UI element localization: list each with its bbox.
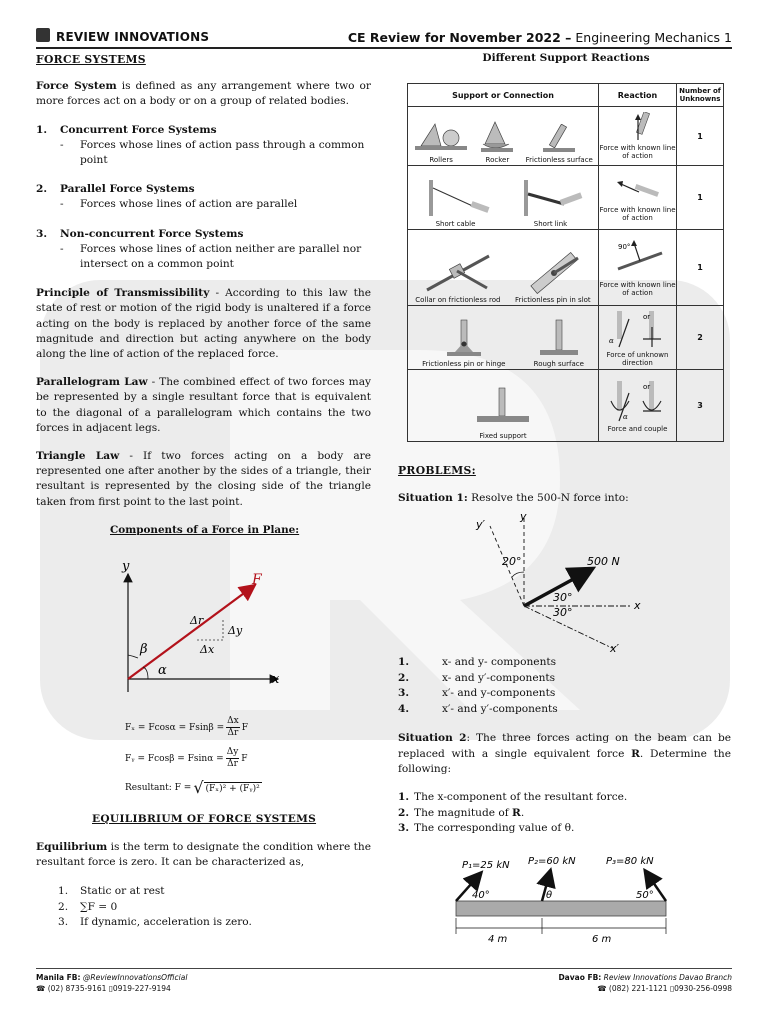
list-number: 1. (398, 656, 410, 668)
problems-heading: PROBLEMS: (398, 464, 476, 477)
list-text: The corresponding value of θ. (414, 822, 575, 834)
reaction-label: Force of unknown direction (606, 350, 669, 367)
force-system-type (36, 227, 371, 273)
left-column (36, 52, 371, 510)
table-row (408, 370, 724, 442)
support-cell (408, 166, 599, 230)
support-item (413, 118, 469, 164)
reaction-arrow-icon (618, 112, 658, 142)
resultant-symbol: R (631, 747, 640, 760)
list-text: If dynamic, acceleration is zero. (80, 915, 252, 928)
p1-label: P₁=25 kN (462, 860, 510, 871)
equilibrium-heading: EQUILIBRIUM OF FORCE SYSTEMS (92, 813, 317, 825)
support-item (473, 386, 533, 440)
support-label: Fixed support (479, 431, 527, 440)
rollers-icon (413, 118, 469, 154)
or-label: or (642, 382, 650, 391)
fx-text: Fₓ = Fcosα = Fsinβ = (125, 722, 225, 733)
equation-fx (125, 716, 248, 739)
short-link-icon (516, 178, 586, 218)
force-system-type (36, 182, 371, 212)
resultant-text: Resultant: F = (125, 782, 192, 793)
alpha-label: α (622, 412, 628, 421)
delta-r-label: Δr (190, 614, 204, 627)
components-diagram (100, 552, 300, 697)
davao-fb: Review Innovations Davao Branch (601, 973, 732, 982)
situation-label: Situation 1: (398, 492, 468, 504)
table-row (408, 107, 724, 166)
column-header: Support or Connection (408, 84, 599, 107)
term: Equilibrium (36, 841, 108, 853)
angle-20-label: 20° (502, 555, 522, 568)
list-number: 3. (58, 915, 69, 928)
reaction-arrow-icon (605, 379, 671, 423)
components-heading: Components of a Force in Plane: (110, 524, 300, 536)
fraction-numerator: Δy (226, 747, 239, 757)
beam-diagram (450, 850, 675, 945)
angle-arc-20 (512, 572, 524, 577)
reaction-cell (599, 230, 677, 306)
reaction-arrow-icon (608, 239, 668, 279)
list-item (398, 671, 558, 687)
list-item (398, 702, 558, 718)
force-system-paragraph (36, 79, 371, 109)
angle-30a-label: 30° (553, 591, 573, 604)
transmissibility-paragraph (36, 286, 371, 362)
unknowns-cell: 3 (677, 370, 724, 442)
list-item (36, 900, 371, 915)
reaction-cell (599, 166, 677, 230)
beam (456, 901, 666, 916)
list-item (398, 686, 558, 702)
unknowns-cell: 1 (677, 166, 724, 230)
situation-2-prompt (398, 731, 731, 778)
type-name: Concurrent Force Systems (60, 123, 217, 136)
support-reactions-table (407, 83, 724, 442)
type-desc: Forces whose lines of action are parallel (80, 198, 298, 211)
list-number: 1. (36, 123, 48, 136)
type-name: Non-concurrent Force Systems (60, 227, 244, 240)
angle-40-label: 40° (472, 890, 490, 901)
situation-text: Resolve the 500-N force into: (467, 492, 629, 504)
list-number: 2. (398, 806, 410, 819)
list-text: ∑F = 0 (80, 900, 118, 913)
beta-arc (128, 655, 138, 658)
support-label: Frictionless pin in slot (515, 295, 591, 304)
definition: - If two forces acting on a body are represented one after another by the sides of a triangle, their resultant is represented by the closing side of the triangle taken from first point to the last point. (36, 450, 371, 508)
y-prime-label: y′ (476, 518, 486, 531)
davao-phone: ☎ (082) 221-1121 ▯0930-256-0998 (597, 984, 732, 993)
subject-title: Engineering Mechanics 1 (571, 30, 732, 45)
support-item (421, 178, 491, 228)
list-number: 1. (58, 885, 69, 898)
list-number: 3. (398, 822, 410, 834)
dash: - (60, 198, 64, 211)
dash: - (60, 242, 64, 255)
reaction-cell (599, 370, 677, 442)
equation-resultant (125, 778, 262, 797)
reaction-arrow-icon (613, 174, 663, 204)
unknowns-cell: 2 (677, 306, 724, 370)
list-item (36, 915, 371, 930)
force-systems-heading: FORCE SYSTEMS (36, 53, 146, 66)
force-label: 500 N (587, 555, 620, 568)
list-text: x′- and y-components (442, 687, 556, 699)
force-system-type (36, 123, 371, 169)
reaction-arrow-icon (605, 309, 671, 349)
support-table-title: Different Support Reactions (482, 52, 650, 64)
list-number: 2. (58, 900, 69, 913)
delta-x-label: Δx (200, 643, 215, 656)
x-label: x (272, 672, 280, 687)
dimension-4m-label: 4 m (488, 934, 508, 945)
manila-fb: @ReviewInnovationsOfficial (80, 973, 188, 982)
column-header: Number of Unknowns (677, 84, 724, 107)
list-item (398, 655, 558, 671)
equilibrium-paragraph (36, 840, 371, 870)
list-number: 2. (398, 671, 410, 684)
list-text: x- and y′-components (442, 671, 556, 684)
angle-30b-label: 30° (553, 606, 573, 619)
list-number: 3. (398, 687, 410, 699)
term: Parallelogram Law (36, 376, 148, 389)
list-text: Static or at rest (80, 885, 165, 898)
equilibrium-section (36, 840, 371, 930)
rough-surface-icon (534, 318, 584, 358)
list-number: 1. (398, 791, 410, 803)
footer-right (558, 972, 732, 994)
pin-hinge-icon (439, 318, 489, 358)
support-item (526, 124, 593, 164)
dimension-6m-label: 6 m (592, 934, 612, 945)
support-label: Collar on frictionless rod (415, 295, 501, 304)
reaction-cell (599, 107, 677, 166)
situation-text: : The three forces acting on the beam can be replaced with a single equivalent force (398, 732, 731, 760)
support-label: Frictionless pin or hinge (422, 359, 506, 368)
alpha-arc (143, 667, 148, 679)
list-number: 2. (36, 183, 48, 196)
f-symbol: F (241, 722, 248, 733)
support-item (415, 250, 500, 304)
list-text: x′- and y′-components (442, 702, 558, 715)
parallelogram-paragraph (36, 375, 371, 436)
short-cable-icon (421, 178, 491, 218)
logo-icon (36, 28, 50, 42)
list-item (398, 806, 627, 822)
fraction-denominator: Δr (227, 728, 239, 738)
support-label: Short link (533, 219, 568, 228)
support-item (516, 178, 586, 228)
sqrt-icon: √ (193, 778, 204, 797)
list-item (36, 884, 371, 899)
situation-label: Situation 2 (398, 732, 467, 744)
term: Force System (36, 80, 117, 93)
triangle-paragraph (36, 449, 371, 510)
manila-label: Manila FB: (36, 973, 81, 982)
list-item (398, 821, 627, 837)
list-text: The magnitude of (414, 806, 513, 819)
support-label: Short cable (435, 219, 476, 228)
table-row (408, 230, 724, 306)
angle-label: 90° (617, 242, 630, 251)
or-label: or (642, 312, 650, 321)
davao-label: Davao FB: (558, 973, 602, 982)
situation-1-prompt (398, 492, 629, 504)
definition: is defined as any arrangement where two or more forces act on a body or on a group of related bodies. (36, 80, 371, 108)
dash: - (60, 138, 64, 151)
collar-icon (423, 250, 493, 294)
force-label: F (252, 572, 262, 588)
equation-fy (125, 747, 248, 770)
support-item (534, 318, 584, 368)
theta-label: θ (546, 890, 553, 901)
y-label: y (122, 559, 130, 574)
situation-1-list (398, 655, 558, 717)
list-number: 4. (398, 702, 410, 715)
beta-label: β (140, 642, 148, 657)
situation-2-list (398, 790, 627, 837)
fixed-support-icon (473, 386, 533, 430)
support-label: Rocker (485, 156, 510, 164)
list-number: 3. (36, 227, 48, 240)
header (0, 0, 768, 52)
fraction-numerator: Δx (227, 716, 239, 726)
review-title: CE Review for November 2022 – (347, 30, 572, 45)
manila-phone: ☎ (02) 8735-9161 ▯0919-227-9194 (36, 984, 171, 993)
column-header: Reaction (599, 84, 677, 107)
resultant-radicand: (Fₓ)² + (Fᵧ)² (205, 783, 260, 794)
table-header-row (408, 84, 724, 107)
alpha-label: α (158, 663, 167, 678)
document-title (348, 30, 732, 45)
angle-50-label: 50° (636, 890, 654, 901)
list-text: x- and y- components (442, 656, 557, 668)
reaction-label: Force with known line of action (599, 144, 676, 160)
definition: is the term to designate the condition where the resultant force is zero. It can be characterized as, (36, 841, 371, 869)
unknowns-cell: 1 (677, 107, 724, 166)
support-label: Rough surface (533, 359, 584, 368)
list-text: The x-component of the resultant force. (414, 791, 628, 803)
fy-text: Fᵧ = Fcosβ = Fsinα = (125, 753, 224, 764)
pin-in-slot-icon (518, 250, 588, 294)
f-symbol: F (241, 753, 248, 764)
list-bold: R (512, 806, 521, 819)
support-item (422, 318, 505, 368)
support-item (479, 118, 515, 164)
support-label: Rollers (429, 156, 453, 164)
footer-left (36, 972, 187, 994)
reaction-label: Force with known line of action (599, 205, 676, 222)
reaction-cell (599, 306, 677, 370)
support-cell (408, 370, 599, 442)
reaction-label: Force with known line of action (599, 280, 676, 297)
p3-label: P₃=80 kN (606, 856, 654, 867)
definition: - The combined effect of two forces may be represented by a single resultant force that is equivalent to the diagonal of a parallelogram which contains the two forces in adjacent legs. (36, 376, 371, 434)
list-text-end: . (520, 806, 525, 819)
x-label: x (634, 599, 641, 612)
support-cell (408, 230, 599, 306)
unknowns-cell: 1 (677, 230, 724, 306)
situation-1-diagram (470, 508, 660, 658)
rocker-icon (479, 118, 515, 154)
p2-label: P₂=60 kN (528, 856, 576, 867)
type-name: Parallel Force Systems (60, 183, 195, 196)
list-item (398, 790, 627, 806)
support-item (515, 250, 591, 304)
type-desc: Forces whose lines of action neither are parallel nor intersect on a common point (80, 242, 362, 271)
support-label: Frictionless surface (525, 156, 593, 164)
reaction-label: Force and couple (607, 424, 668, 433)
y-label: y (520, 510, 527, 523)
table-row (408, 306, 724, 370)
term: Triangle Law (36, 450, 120, 463)
definition: - According to this law the state of rest or motion of the rigid body is unaltered if a force acting on the body is replaced by another force of the same magnitude and direction but acting anywhere on the body along the line of action of the replaced force. (36, 287, 371, 361)
delta-y-label: Δy (228, 624, 243, 637)
term: Principle of Transmissibility (36, 287, 210, 300)
type-desc: Forces whose lines of action pass through a common point (80, 138, 365, 167)
frictionless-surface-icon (541, 124, 577, 154)
support-cell (408, 306, 599, 370)
footer-divider (36, 968, 732, 969)
alpha-label: α (608, 336, 614, 345)
support-cell (408, 107, 599, 166)
table-row (408, 166, 724, 230)
x-prime-label: x′ (610, 642, 620, 655)
fraction-denominator: Δr (227, 759, 238, 769)
situation-text: . Determine the following: (398, 747, 731, 775)
brand-name: REVIEW INNOVATIONS (56, 30, 210, 44)
header-divider (36, 47, 732, 49)
